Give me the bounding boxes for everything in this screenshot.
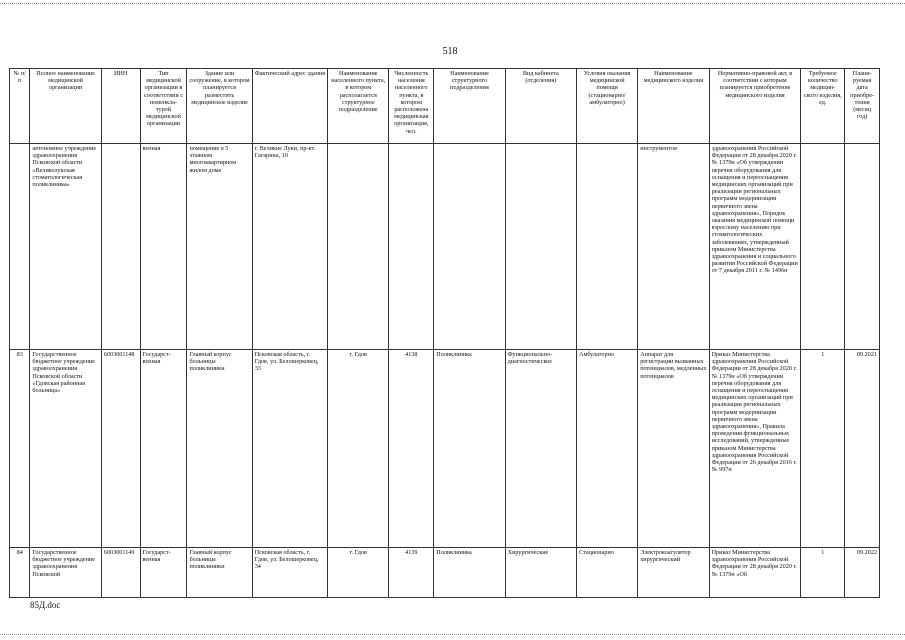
- cell-inn: 6003001149: [101, 548, 140, 598]
- cell-cabinet: Хирургические: [505, 548, 576, 598]
- cell-date: 09.2022: [845, 548, 880, 598]
- cell-date: [845, 144, 880, 350]
- cell-org: автономное учреждение здравоохранения Псковской области «Великолукская стоматологическая поликлиника»: [30, 144, 101, 350]
- cell-date: 09.2021: [845, 350, 880, 548]
- cell-building: помещение в 5 этажном многоквартирном жилом доме: [187, 144, 252, 350]
- cell-device: инструментов: [638, 144, 709, 350]
- page-number: 518: [442, 46, 458, 57]
- cell-type: Государст-венная: [140, 548, 187, 598]
- table-row: [10, 144, 880, 350]
- cell-settlement: г. Гдов: [328, 350, 389, 548]
- cell-device: Электрокоагулятор хирургический: [638, 548, 709, 598]
- cell-type: Государст-венная: [140, 350, 187, 548]
- cell-settlement: [328, 144, 389, 350]
- cell-unit: Поликлиника: [434, 548, 505, 598]
- cell-qty: [801, 144, 845, 350]
- cell-act: здравоохранения Российской Федерации от 28 декабря 2020 г. № 1379н «Об утверждении перечня оборудования для оснащения и переоснащения медицинских организаций при реализации региональных программ модернизации первичного звена здравоохранения», Порядок оказания медицинской помощи взрослому населению при стоматологических заболеваниях, утвержденный приказом Министерства здравоохранения и социального развития Российской Федерации от 7 декабря 2011 г. № 1496н: [709, 144, 801, 350]
- header-act: Нормативно-правовой акт, в соответствии с которым планируется приобретение медицинского изделия: [709, 69, 801, 144]
- cell-unit: [434, 144, 505, 350]
- header-population: Численность населения населенного пункта, в котором расположена медицинская организация, чел.: [389, 69, 434, 144]
- header-org: Полное наименование медицинской организации: [30, 69, 101, 144]
- cell-population: 4139: [389, 548, 434, 598]
- table-row: [10, 350, 880, 548]
- cell-cabinet: [505, 144, 576, 350]
- header-unit: Наименование структурного подразделения: [434, 69, 505, 144]
- equipment-table: [9, 68, 880, 598]
- cell-qty: 1: [801, 548, 845, 598]
- cell-cabinet: Функционально-диагностическое: [505, 350, 576, 548]
- header-settlement: Наименование населенного пункта, в котором располагается структурное подразделение: [328, 69, 389, 144]
- cell-unit: Поликлиника: [434, 350, 505, 548]
- header-inn: ИНН: [101, 69, 140, 144]
- cell-conditions: Амбулаторно: [577, 350, 638, 548]
- bottom-scan-line: [0, 634, 905, 636]
- header-type: Тип медицинской организации в соответствии с номенкла-турой медицинской организации: [140, 69, 187, 144]
- cell-qty: 1: [801, 350, 845, 548]
- header-cabinet: Вид кабинета (отделения): [505, 69, 576, 144]
- header-address: Фактический адрес здания: [252, 69, 327, 144]
- header-date: Плани-руемая дата приобре-тения (месяц год): [845, 69, 880, 144]
- cell-num: 84: [10, 548, 30, 598]
- header-num: № п/п: [10, 69, 30, 144]
- cell-act: Приказ Министерства здравоохранения Российской Федерации от 28 декабря 2020 г. № 1379н «Об: [709, 548, 801, 598]
- cell-address: Псковская область, г. Гдов, ул. Белошерковец, 33: [252, 350, 327, 548]
- cell-num: [10, 144, 30, 350]
- header-row: [10, 69, 880, 144]
- cell-act: Приказ Министерства здравоохранения Российской Федерации от 28 декабря 2020 г. № 1379н «Об утверждении перечня оборудования для оснащения и переоснащения медицинских организаций при реализации региональных программ модернизации первичного звена здравоохранения», Правила проведения функциональных исследований, утвержденные приказом Министерства здравоохранения Российской Федерации от 26 декабря 2016 г. № 997н: [709, 350, 801, 548]
- cell-inn: 6003001148: [101, 350, 140, 548]
- header-conditions: Условия оказания медицинской помощи (стационарно/ амбулаторно): [577, 69, 638, 144]
- cell-population: [389, 144, 434, 350]
- cell-org: Государственное бюджетное учреждение здравоохранения Псковской области «Гдовская районная больница»: [30, 350, 101, 548]
- cell-type: венная: [140, 144, 187, 350]
- cell-org: Государственное бюджетное учреждение здравоохранения Псковской: [30, 548, 101, 598]
- header-device: Наименование медицинского изделия: [638, 69, 709, 144]
- cell-num: 83: [10, 350, 30, 548]
- cell-conditions: Стационарно: [577, 548, 638, 598]
- cell-settlement: г. Гдов: [328, 548, 389, 598]
- cell-inn: [101, 144, 140, 350]
- top-scan-line: [0, 3, 905, 5]
- cell-building: Главный корпус больницы поликлиники: [187, 548, 252, 598]
- cell-address: Псковская область, г. Гдов, ул. Белошерковец, 34: [252, 548, 327, 598]
- cell-conditions: [577, 144, 638, 350]
- header-building: Здание или сооружение, в котором планируется разместить медицинское изделие: [187, 69, 252, 144]
- cell-device: Аппарат для регистрации вызванных потенциалов, медленных потенциалов: [638, 350, 709, 548]
- table-row: [10, 548, 880, 598]
- document-filename: 85Д.doc: [30, 600, 61, 610]
- cell-address: г. Великие Луки, пр-кт. Гагарина, 10: [252, 144, 327, 350]
- cell-building: Главный корпус больницы поликлиники: [187, 350, 252, 548]
- header-qty: Требуемое количество медицин-ского изделия, ед.: [801, 69, 845, 144]
- cell-population: 4138: [389, 350, 434, 548]
